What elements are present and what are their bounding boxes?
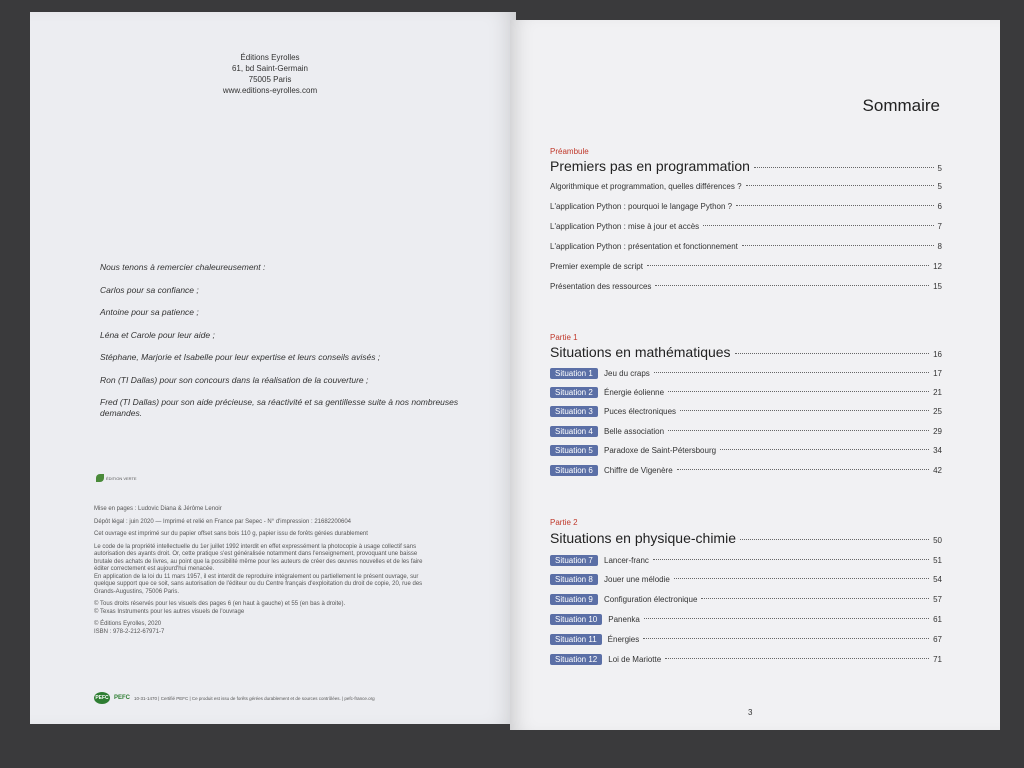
leader-dots <box>643 638 929 639</box>
toc-entry[interactable] <box>550 222 942 231</box>
pefc-text: 10-31-1470 | Certifié PEFC | Ce produit est issu de forêts gérées durablement et de sources contrôlées. | pefc-france.org <box>134 695 375 701</box>
leader-dots <box>703 225 933 226</box>
entry-text: Présentation des ressources <box>550 282 652 291</box>
isbn: ISBN : 978-2-212-67971-7 <box>94 628 165 635</box>
leader-dots <box>668 391 929 392</box>
toc-entry[interactable] <box>550 574 942 585</box>
toc-entry[interactable] <box>550 368 942 379</box>
thanks-line: Antoine pour sa patience ; <box>100 307 199 317</box>
leader-dots <box>653 559 929 560</box>
page-ref: 57 <box>933 595 942 604</box>
part2-title-row[interactable] <box>550 530 942 546</box>
situation-badge: Situation 8 <box>550 574 598 585</box>
open-book <box>24 10 1008 726</box>
leader-dots <box>736 205 933 206</box>
page-ref: 34 <box>933 446 942 455</box>
pefc-logo-icon: PEFC <box>94 692 110 704</box>
toc-entry[interactable] <box>550 634 942 645</box>
entry-text: Énergie éolienne <box>604 388 665 397</box>
situation-badge: Situation 12 <box>550 654 602 665</box>
toc-entry[interactable] <box>550 202 942 211</box>
publisher-line: 61, bd Saint-Germain <box>231 64 309 73</box>
publisher-line: Éditions Eyrolles <box>240 53 300 62</box>
toc-entry[interactable] <box>550 445 942 456</box>
leaf-icon <box>96 474 104 482</box>
toc-entry[interactable] <box>550 614 942 625</box>
publisher-address <box>200 52 340 96</box>
toc-entry[interactable] <box>550 182 942 191</box>
page-ref: 8 <box>937 242 942 251</box>
entry-text: Paradoxe de Saint-Pétersbourg <box>604 446 717 455</box>
imprint-line: Cet ouvrage est imprimé sur du papier offset sans bois 110 g, papier issu de forêts gérées durablement <box>94 531 368 537</box>
imprint-line: En application de la loi du 11 mars 1957, il est interdit de reproduire intégralement ou partiellement le présent ouvrage, sur quelque support que ce soit, sans autorisation de l'éditeur ou du Centre français d'exploitation du droit de copie, 20, rue des Grands-Augustins, 75006 Paris. <box>94 573 423 595</box>
toc-entry[interactable] <box>550 594 942 605</box>
thanks-line: Ron (TI Dallas) pour son concours dans la réalisation de la couverture ; <box>100 374 369 385</box>
situation-badge: Situation 4 <box>550 426 598 437</box>
entry-text: Algorithmique et programmation, quelles différences ? <box>550 182 742 191</box>
page-ref: 51 <box>933 556 942 565</box>
pefc-certification <box>94 692 375 704</box>
part2-label: Partie 2 <box>550 518 578 527</box>
situation-badge: Situation 7 <box>550 555 598 566</box>
eco-label: ÉDITION VERTE <box>106 475 137 481</box>
leader-dots <box>701 598 929 599</box>
left-page <box>30 12 516 724</box>
entry-text: Puces électroniques <box>604 407 677 416</box>
page-ref: 6 <box>937 202 942 211</box>
section-title: Situations en physique-chimie <box>550 530 736 546</box>
leader-dots <box>740 539 929 540</box>
page-ref: 5 <box>937 182 942 191</box>
part1-title-row[interactable] <box>550 344 942 360</box>
situation-badge: Situation 3 <box>550 406 598 417</box>
entry-text: Configuration électronique <box>604 595 698 604</box>
toc-entry[interactable] <box>550 262 942 271</box>
acknowledgements <box>100 262 470 431</box>
page-ref: 7 <box>937 222 942 231</box>
page-ref: 54 <box>933 575 942 584</box>
eco-edition-logo <box>96 474 137 482</box>
page-ref: 16 <box>933 350 942 359</box>
entry-text: Jouer une mélodie <box>604 575 670 584</box>
pefc-label: PEFC <box>114 695 131 701</box>
right-page-toc <box>510 20 1000 730</box>
situation-badge: Situation 5 <box>550 445 598 456</box>
toc-entry[interactable] <box>550 242 942 251</box>
leader-dots <box>668 430 929 431</box>
page-number: 3 <box>748 708 753 717</box>
page-ref: 21 <box>933 388 942 397</box>
situation-badge: Situation 9 <box>550 594 598 605</box>
page-ref: 5 <box>937 164 942 173</box>
toc-entry[interactable] <box>550 465 942 476</box>
situation-badge: Situation 2 <box>550 387 598 398</box>
preamble-title-row[interactable] <box>550 158 942 174</box>
leader-dots <box>735 353 930 354</box>
preamble-label: Préambule <box>550 147 589 156</box>
leader-dots <box>720 449 929 450</box>
page-ref: 67 <box>933 635 942 644</box>
leader-dots <box>674 578 929 579</box>
section-title: Premiers pas en programmation <box>550 158 750 174</box>
page-ref: 29 <box>933 427 942 436</box>
page-ref: 61 <box>933 615 942 624</box>
imprint-block <box>94 506 434 636</box>
imprint-line: © Tous droits réservés pour les visuels des pages 6 (en haut à gauche) et 55 (en bas à droite). <box>94 601 346 607</box>
leader-dots <box>647 265 929 266</box>
entry-text: Panenka <box>608 615 640 624</box>
part1-label: Partie 1 <box>550 333 578 342</box>
toc-entry[interactable] <box>550 426 942 437</box>
entry-text: Jeu du craps <box>604 369 650 378</box>
section-title: Situations en mathématiques <box>550 344 731 360</box>
imprint-line: Le code de la propriété intellectuelle du 1er juillet 1992 interdit en effet expressément la photocopie à usage collectif sans autorisation des ayants droit. Or, cette pratique s'est généralisée notamment dans l'enseignement, provoquant une baisse brutale des achats de livres, au point que la possibilité même pour les auteurs de créer des œuvres nouvelles et de les faire éditer correctement est aujourd'hui menacée. <box>94 543 423 572</box>
toc-entry[interactable] <box>550 654 942 665</box>
entry-text: Énergies <box>607 635 640 644</box>
page-ref: 25 <box>933 407 942 416</box>
entry-text: L'application Python : pourquoi le langage Python ? <box>550 202 733 211</box>
entry-text: L'application Python : mise à jour et accès <box>550 222 700 231</box>
entry-text: Belle association <box>604 427 665 436</box>
entry-text: L'application Python : présentation et fonctionnement <box>550 242 738 251</box>
toc-title: Sommaire <box>862 96 940 115</box>
entry-text: Lancer-franc <box>604 556 649 565</box>
imprint-line: © Texas Instruments pour les autres visuels de l'ouvrage <box>94 608 245 615</box>
imprint-line: © Éditions Eyrolles, 2020 <box>94 621 162 627</box>
leader-dots <box>742 245 934 246</box>
leader-dots <box>677 469 929 470</box>
leader-dots <box>644 618 929 619</box>
thanks-line: Fred (TI Dallas) pour son aide précieuse, sa réactivité et sa gentillesse suite à nos nombreuses demandes. <box>100 397 459 418</box>
leader-dots <box>746 185 934 186</box>
leader-dots <box>654 372 929 373</box>
situation-badge: Situation 11 <box>550 634 602 645</box>
imprint-line: Mise en pages : Ludovic Diana & Jérôme Lenoir <box>94 506 222 512</box>
leader-dots <box>665 658 929 659</box>
page-ref: 12 <box>933 262 942 271</box>
page-ref: 15 <box>933 282 942 291</box>
entry-text: Chiffre de Vigenère <box>604 466 673 475</box>
entry-text: Premier exemple de script <box>550 262 643 271</box>
situation-badge: Situation 10 <box>550 614 602 625</box>
leader-dots <box>655 285 929 286</box>
entry-text: Loi de Mariotte <box>608 655 662 664</box>
toc-entry[interactable] <box>550 387 942 398</box>
page-ref: 71 <box>933 655 942 664</box>
imprint-line: Dépôt légal : juin 2020 — Imprimé et relié en France par Sepec - N° d'impression : 21682200604 <box>94 518 352 525</box>
page-ref: 17 <box>933 369 942 378</box>
page-ref: 42 <box>933 466 942 475</box>
publisher-line: 75005 Paris <box>248 75 292 84</box>
situation-badge: Situation 1 <box>550 368 598 379</box>
thanks-line: Nous tenons à remercier chaleureusement : <box>100 262 266 272</box>
leader-dots <box>680 410 929 411</box>
leader-dots <box>754 167 934 168</box>
thanks-line: Carlos pour sa confiance ; <box>100 284 199 295</box>
toc-entry[interactable] <box>550 282 942 291</box>
thanks-line: Stéphane, Marjorie et Isabelle pour leur expertise et leurs conseils avisés ; <box>100 352 381 362</box>
toc-entry[interactable] <box>550 555 942 566</box>
situation-badge: Situation 6 <box>550 465 598 476</box>
thanks-line: Léna et Carole pour leur aide ; <box>100 329 215 340</box>
page-ref: 50 <box>933 536 942 545</box>
publisher-website: www.editions-eyrolles.com <box>222 86 318 95</box>
toc-entry[interactable] <box>550 406 942 417</box>
